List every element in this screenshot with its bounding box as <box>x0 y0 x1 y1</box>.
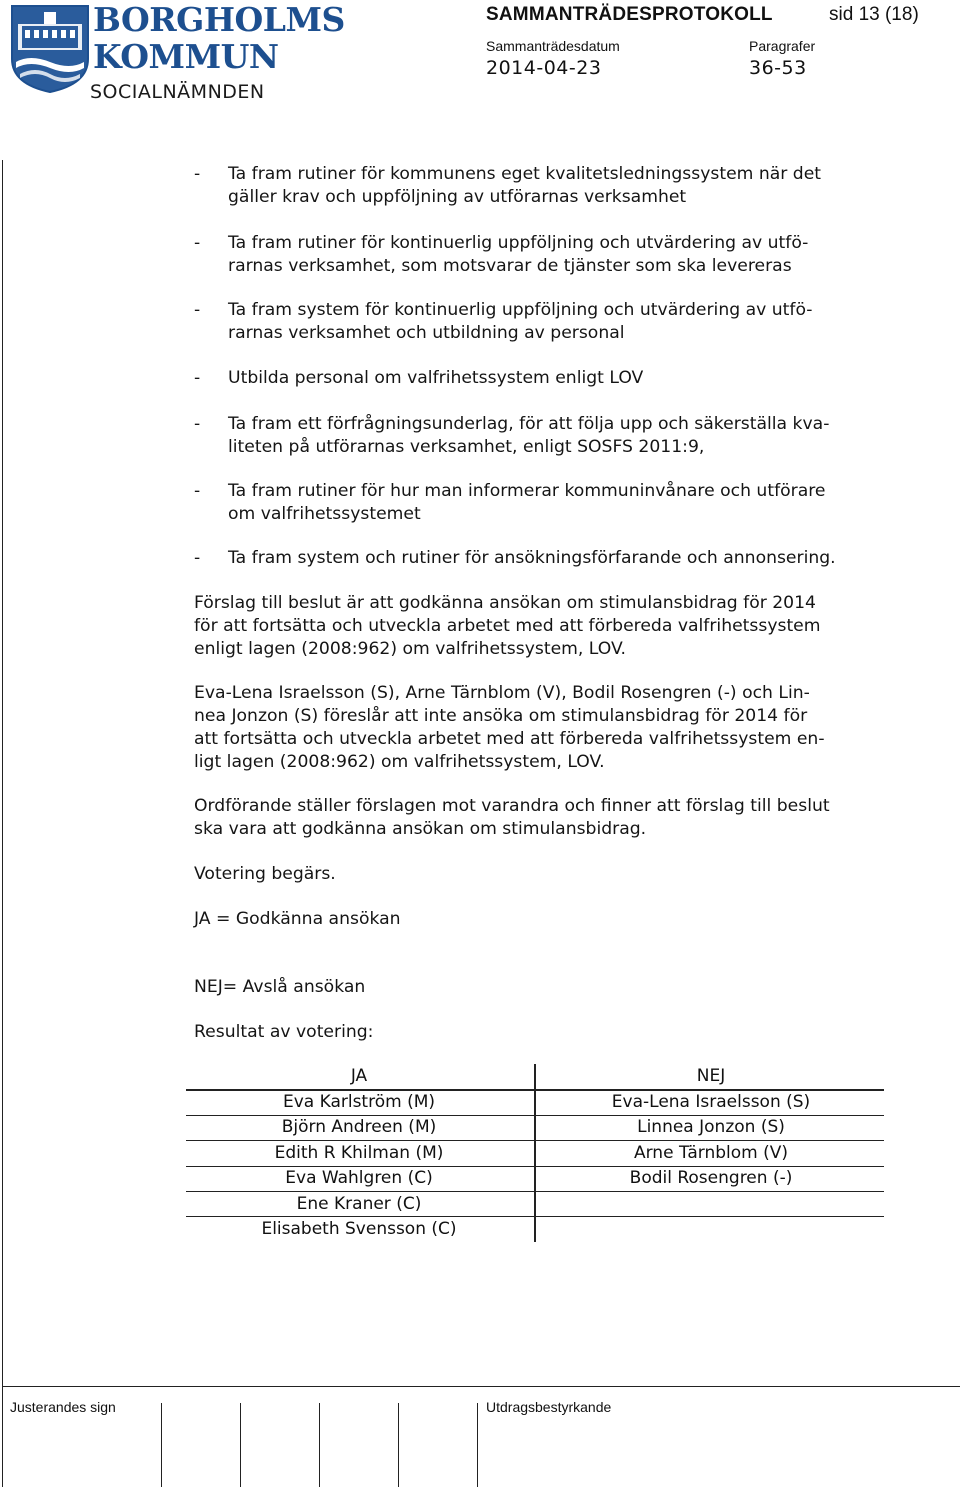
paragraphs-value: 36-53 <box>749 57 807 79</box>
footer-divider-3 <box>319 1403 320 1487</box>
signature-label: Justerandes sign <box>10 1399 116 1415</box>
vote-requested-text: Votering begärs. <box>194 864 336 884</box>
list-item-line: Utbilda personal om valfrihetssystem enligt LOV <box>228 368 644 388</box>
list-item-line: Ta fram ett förfrågningsunderlag, för att följa upp och säkerställa kva- <box>228 414 830 434</box>
footer-divider-4 <box>398 1403 399 1487</box>
footer-divider-2 <box>240 1403 241 1487</box>
footer-divider-5 <box>477 1403 478 1487</box>
paragraph-line: för att fortsätta och utveckla arbetet med att förbereda valfrihetssystem <box>194 616 821 636</box>
list-item-line: Ta fram system för kontinuerlig uppföljning och utvärdering av utfö- <box>228 300 813 320</box>
list-item-line: Ta fram rutiner för kommunens eget kvalitetsledningssystem när det <box>228 164 822 184</box>
vote-result-table <box>186 1064 884 1242</box>
vote-result-heading: Resultat av votering: <box>194 1022 374 1042</box>
footer-divider-1 <box>161 1403 162 1487</box>
meeting-date-label: Sammanträdesdatum <box>486 38 620 54</box>
brand-name-line1: BORGHOLMS <box>93 0 345 39</box>
nej-voter: Eva-Lena Israelsson (S) <box>611 1092 811 1112</box>
protocol-title: SAMMANTRÄDESPROTOKOLL <box>486 4 773 25</box>
ja-voter: Eva Karlström (M) <box>282 1092 436 1112</box>
footer-separator-line <box>2 1386 960 1387</box>
list-item-line: Ta fram system och rutiner för ansökningsförfarande och annonsering. <box>228 548 836 568</box>
paragraph-line: Förslag till beslut är att godkänna ansökan om stimulansbidrag för 2014 <box>194 593 816 613</box>
counter-proposal-paragraph <box>194 682 825 774</box>
list-item-line: liteten på utförarnas verksamhet, enligt SOSFS 2011:9, <box>228 437 705 457</box>
ja-voter: Eva Wahlgren (C) <box>285 1168 433 1188</box>
ja-voter: Ene Kraner (C) <box>296 1194 422 1214</box>
ja-voter: Björn Andreen (M) <box>281 1117 437 1137</box>
bullet-dash: - <box>194 368 201 388</box>
list-item-line: rarnas verksamhet, som motsvarar de tjänster som ska levereras <box>228 256 792 276</box>
bullet-dash: - <box>194 414 201 434</box>
paragraph-line: nea Jonzon (S) föreslår att inte ansöka om stimulansbidrag för 2014 för <box>194 706 808 726</box>
nej-definition-text: NEJ= Avslå ansökan <box>194 977 366 997</box>
ja-voter: Edith R Khilman (M) <box>274 1143 444 1163</box>
bullet-dash: - <box>194 300 201 320</box>
list-item-line: om valfrihetssystemet <box>228 504 421 524</box>
page-number: sid 13 (18) <box>829 4 919 25</box>
paragraphs-label: Paragrafer <box>749 38 816 54</box>
paragraph-line: ligt lagen (2008:962) om valfrihetssystem, LOV. <box>194 752 605 772</box>
paragraph-line: Eva-Lena Israelsson (S), Arne Tärnblom (V), Bodil Rosengren (-) och Lin- <box>194 683 810 703</box>
paragraph-line: ska vara att godkänna ansökan om stimulansbidrag. <box>194 819 647 839</box>
paragraph-line: enligt lagen (2008:962) om valfrihetssystem, LOV. <box>194 639 627 659</box>
list-item-line: Ta fram rutiner för hur man informerar kommuninvånare och utförare <box>228 481 826 501</box>
list-item-line: gäller krav och uppföljning av utförarnas verksamhet <box>228 187 687 207</box>
nej-voter: Linnea Jonzon (S) <box>637 1117 785 1137</box>
nej-column-header: NEJ <box>696 1066 726 1086</box>
municipality-crest-icon <box>10 4 90 94</box>
proposal-paragraph <box>194 592 821 661</box>
extract-certification-label: Utdragsbestyrkande <box>486 1399 612 1415</box>
paragraph-line: att fortsätta och utveckla arbetet med att förbereda valfrihetssystem en- <box>194 729 825 749</box>
bullet-dash: - <box>194 548 201 568</box>
meeting-date-value: 2014-04-23 <box>486 57 602 79</box>
nej-voter: Arne Tärnblom (V) <box>633 1143 788 1163</box>
left-margin-line <box>2 160 3 1487</box>
bullet-dash: - <box>194 164 201 184</box>
list-item-line: Ta fram rutiner för kontinuerlig uppföljning och utvärdering av utfö- <box>228 233 809 253</box>
bullet-dash: - <box>194 233 201 253</box>
ja-definition-text: JA = Godkänna ansökan <box>194 909 401 929</box>
nej-voter: Bodil Rosengren (-) <box>629 1168 793 1188</box>
list-item-line: rarnas verksamhet och utbildning av personal <box>228 323 625 343</box>
chair-paragraph <box>194 795 830 841</box>
ja-column-header: JA <box>350 1066 368 1086</box>
department-name: SOCIALNÄMNDEN <box>90 81 265 103</box>
ja-voter: Elisabeth Svensson (C) <box>261 1219 457 1239</box>
bullet-dash: - <box>194 481 201 501</box>
brand-name-line2: KOMMUN <box>93 37 279 76</box>
paragraph-line: Ordförande ställer förslagen mot varandra och finner att förslag till beslut <box>194 796 830 816</box>
